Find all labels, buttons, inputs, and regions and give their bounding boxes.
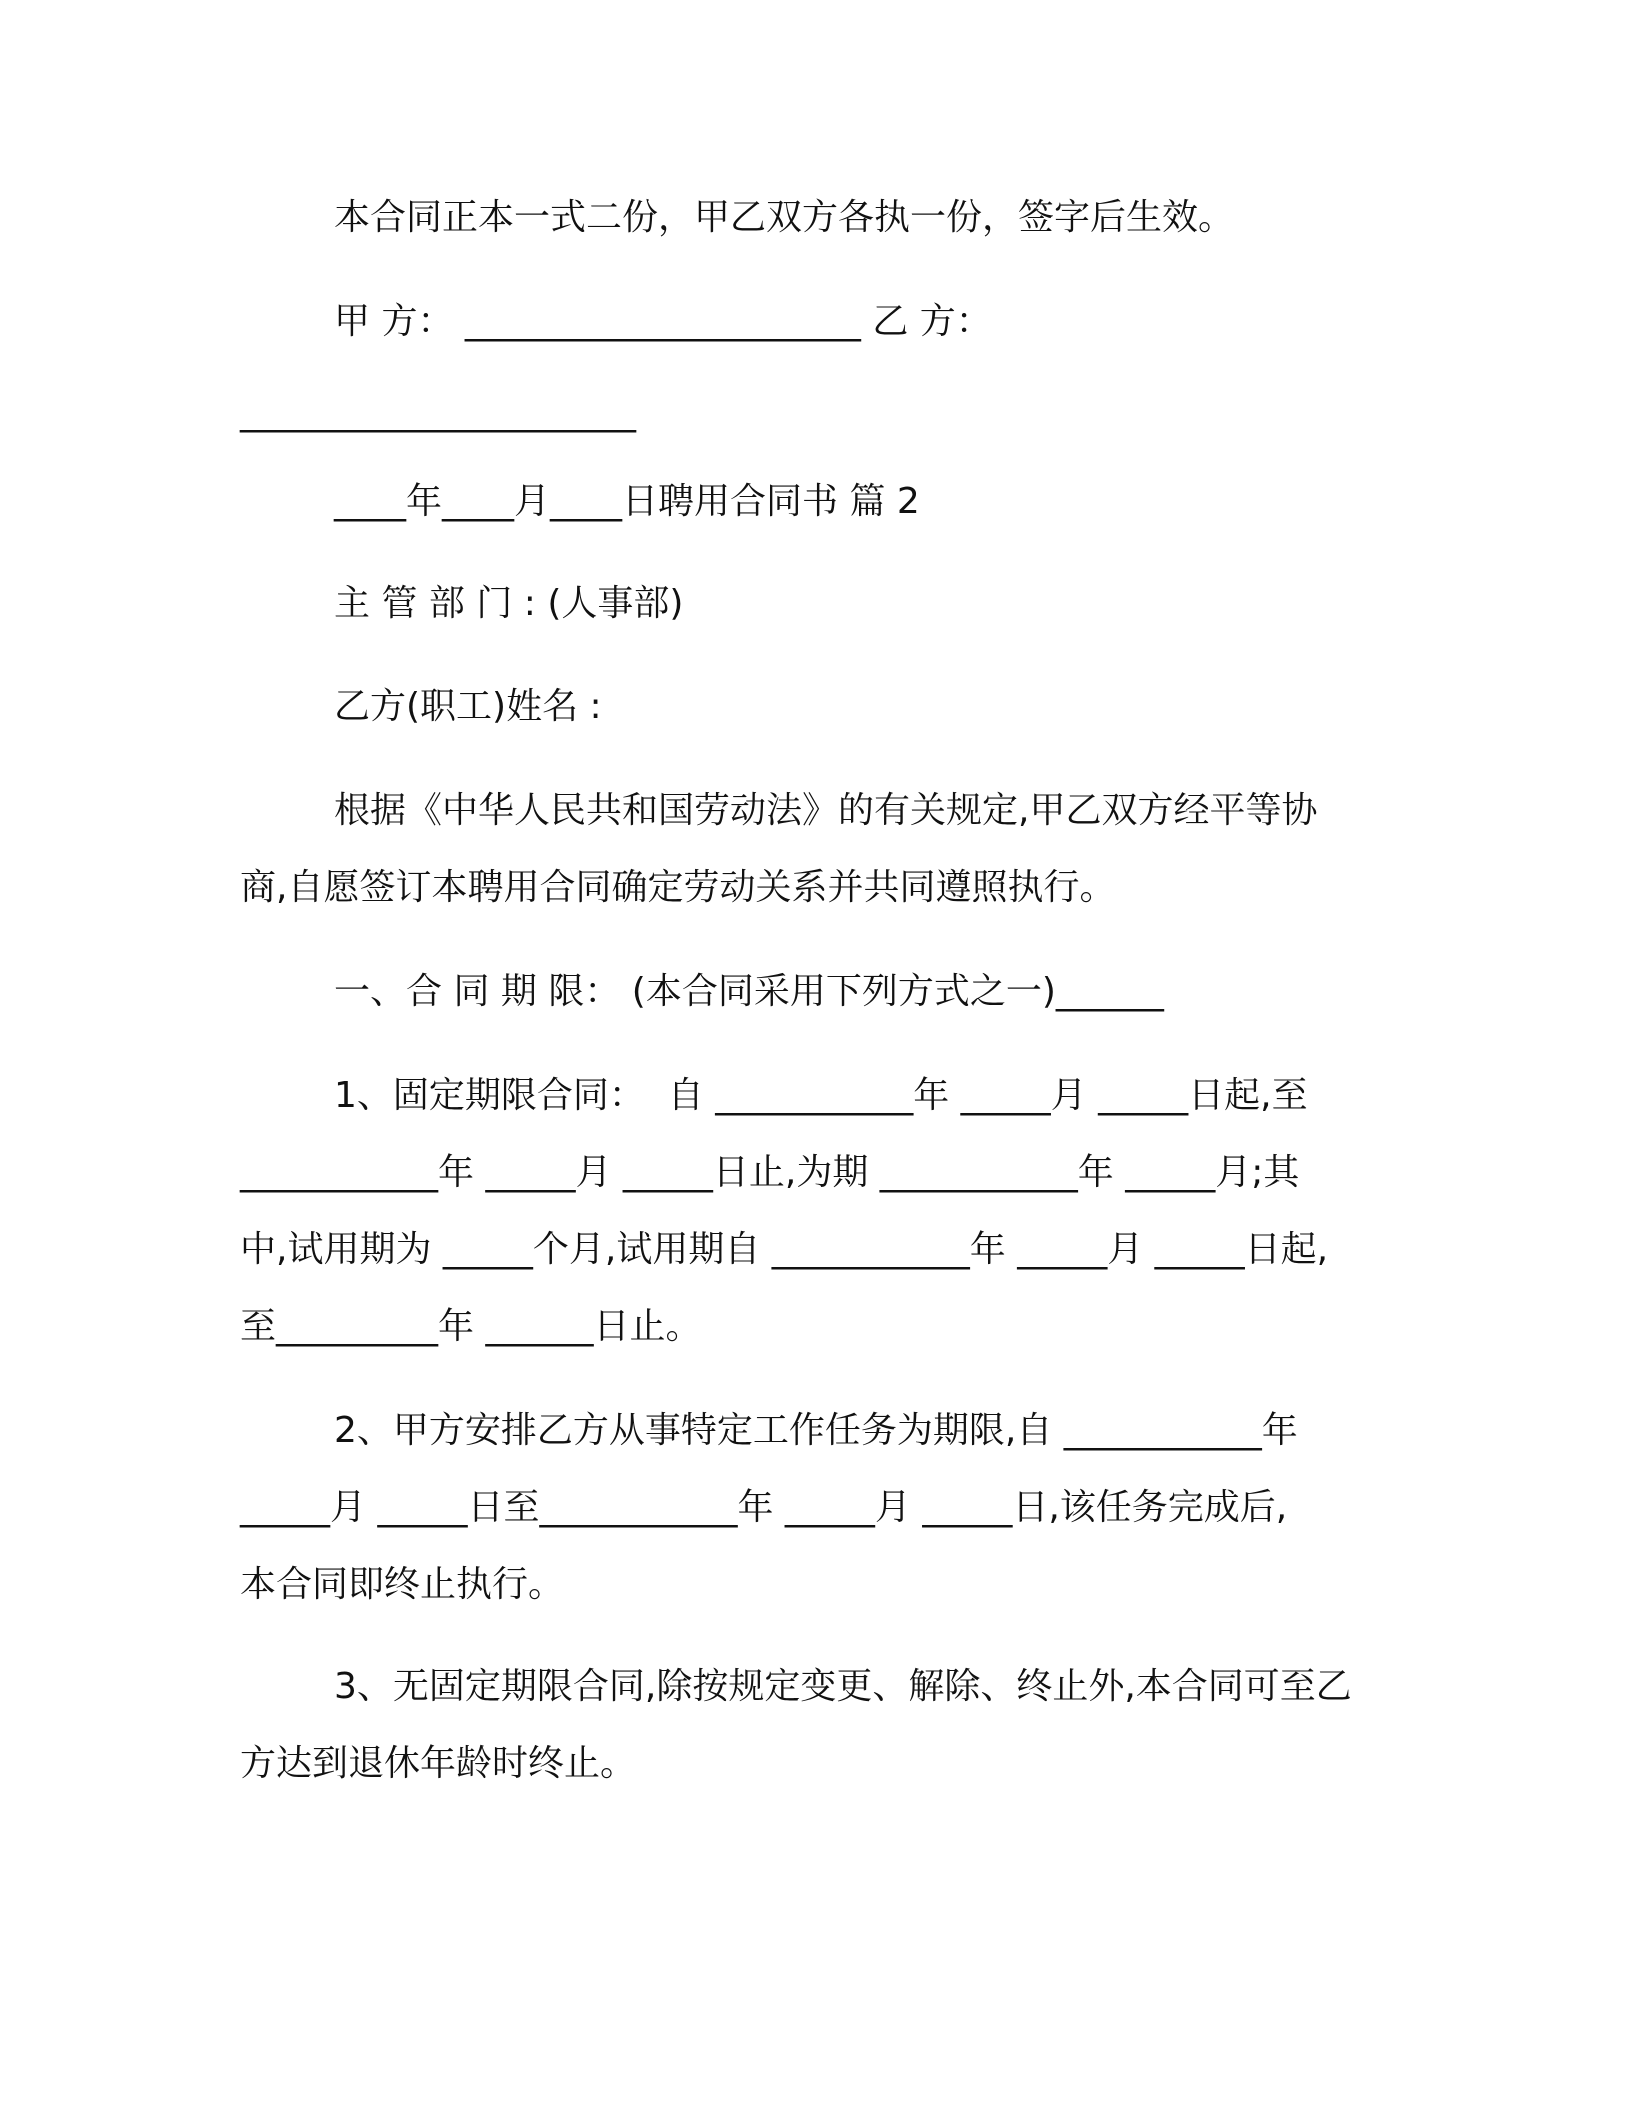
employee-name-line: 乙方(职工)姓名 : (334, 686, 602, 727)
fixed-term-line-2: ___________年 _____月 _____日止,为期 ___________年 _____月;其 (240, 1152, 1300, 1193)
task-term-line-1: 2、甲方安排乙方从事特定工作任务为期限,自 ___________年 (334, 1410, 1298, 1451)
signature-blank-line: ______________________ (240, 392, 636, 433)
fixed-term-line-1: 1、固定期限合同： 自 ___________年 _____月 _____日起,至 (334, 1075, 1308, 1116)
preamble-line-1: 根据《中华人民共和国劳动法》的有关规定,甲乙双方经平等协 (334, 790, 1318, 831)
open-term-line-1: 3、无固定期限合同,除按规定变更、解除、终止外,本合同可至乙 (334, 1666, 1352, 1707)
fixed-term-line-3: 中,试用期为 _____个月,试用期自 ___________年 _____月 _____日起, (240, 1229, 1329, 1270)
task-term-line-2: _____月 _____日至___________年 _____月 _____日,该任务完成后, (240, 1487, 1288, 1528)
open-term-line-2: 方达到退休年龄时终止。 (240, 1743, 637, 1784)
department-line: 主 管 部 门 : (人事部) (334, 583, 684, 624)
signature-parties-line: 甲 方： ______________________ 乙 方： (334, 301, 992, 342)
contract-term-heading: 一、合 同 期 限： (本合同采用下列方式之一)______ (334, 971, 1164, 1012)
date-and-section-title: ____年____月____日聘用合同书 篇 2 (334, 481, 920, 522)
fixed-term-line-4: 至_________年 ______日止。 (240, 1306, 702, 1347)
closing-clause: 本合同正本一式二份，甲乙双方各执一份，签字后生效。 (334, 197, 1235, 238)
task-term-line-3: 本合同即终止执行。 (240, 1564, 565, 1605)
preamble-line-2: 商,自愿签订本聘用合同确定劳动关系并共同遵照执行。 (240, 867, 1116, 908)
